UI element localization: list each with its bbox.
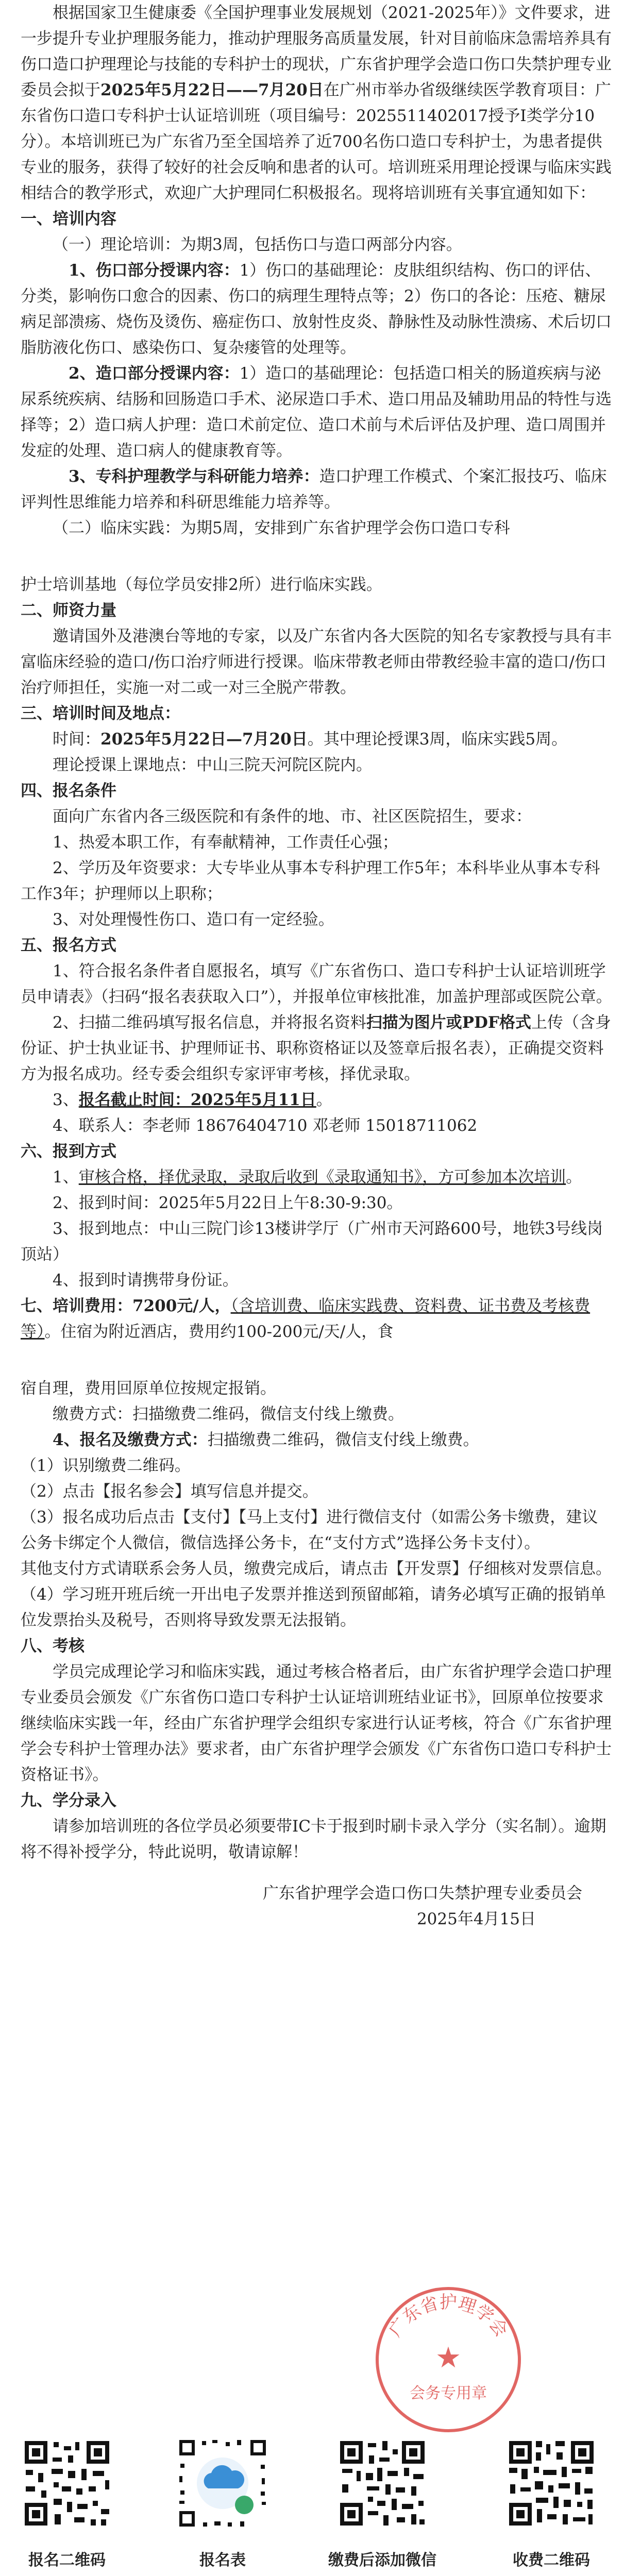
qr-wechat[interactable] [315,2437,449,2571]
clinical-practice-cont: 护士培训基地（每位学员安排2所）进行临床实践。 [21,575,382,594]
eligibility-item: 2、学历及年资要求：大专毕业从事本专科护理工作5年；本科毕业从事本专科工作3年；护理师以上职称； [21,859,600,903]
report-id: 4、报到时请携带身份证。 [53,1271,239,1290]
report-time: 2、报到时间：2025年5月22日上午8:30-9:30。 [53,1194,403,1212]
pay-step: （4）学习班开班后统一开出电子发票并推送到预留邮箱，请务必填写正确的报销单位发票抬头及税号，否则将导致发票无法报销。 [21,1585,606,1630]
seal-star: ★ [435,2341,462,2375]
intro-paragraph [21,0,613,206]
seal-text: 广东省护理学会 [384,2292,512,2341]
eligibility-item: 1、热爱本职工作，有奉献精神，工作责任心强； [53,833,398,852]
section-8-title: 八、考核 [21,1637,85,1655]
qr-register[interactable] [10,2437,124,2571]
qr-code-icon[interactable] [505,2437,598,2530]
qr-code-icon[interactable] [21,2437,113,2530]
pay-step: 其他支付方式请联系会务人员，缴费完成后，请点击【开发票】仔细核对发票信息。 [21,1560,612,1578]
contact-info: 4、联系人：李老师 18676404710 邓老师 15018711062 [53,1116,478,1135]
qr-caption: 缴费后添加微信 [328,2551,436,2569]
section-4-title: 四、报名条件 [21,782,116,800]
section-1-title: 一、培训内容 [21,210,116,228]
section-3-title: 三、培训时间及地点： [21,704,180,723]
cloud-app-icon[interactable] [176,2437,269,2530]
signature-date: 2025年4月15日 [416,1910,536,1928]
report-step-1: 1、审核合格，择优录取，录取后收到《录取通知书》，方可参加本次培训。 [53,1168,582,1187]
eligibility-item: 3、对处理慢性伤口、造口有一定经验。 [53,910,334,929]
qr-form[interactable] [166,2437,279,2571]
seal-subtext: 会务专用章 [410,2384,487,2402]
qr-caption: 报名二维码 [28,2551,106,2569]
pay-step: （3）报名成功后点击【支付】【马上支付】进行微信支付（如需公务卡缴费，建议公务卡绑定个人微信，微信选择公务卡，在“支付方式”选择公务卡支付）。 [21,1508,598,1552]
intro-text: 根据国家卫生健康委《全国护理事业发展规划（2021-2025年）》文件要求，进一步提升专业护理服务能力，推动护理服务高质量发展，针对目前临床急需培养具有伤口造口护理理论与技能的专科护士的现状，广东省护理学会造口伤口失禁护理专业委员会拟于 [21,4,612,99]
clinical-practice: （二）临床实践：为期5周，安排到广东省护理学会伤口造口专科 [53,519,510,537]
intro-dates: 2025年5月22日——7月20日 [100,81,324,99]
assessment-text: 学员完成理论学习和临床实践，通过考核合格者后，由广东省护理学会造口护理专业委员会颁发《广东省伤口造口专科护士认证培训班结业证书》，回原单位按要求继续临床实践一年，经由广东省护理学会组织专家进行认证考核，符合《广东省护理学会专科护士管理办法》要求者，由广东省护理学会颁发《广东省伤口造口专科护士资格证书》。 [21,1663,612,1784]
qr-payment[interactable] [495,2437,608,2571]
credit-text: 请参加培训班的各位学员必须要带IC卡于报到时刷卡录入学分（实名制）。逾期将不得补授学分，特此说明，敬请谅解！ [21,1817,606,1861]
qr-code-row [0,2437,624,2576]
apply-deadline: 3、报名截止时间：2025年5月11日。 [53,1091,332,1109]
faculty-text: 邀请国外及港澳台等地的专家，以及广东省内各大医院的知名专家教授与具有丰富临床经验的造口/伤口治疗师进行授课。临床带教老师由带教经验丰富的造口/伤口治疗师担任，实施一对二或一对三全脱产带教。 [21,627,612,697]
official-seal [371,2282,526,2437]
qr-caption: 收费二维码 [513,2551,590,2569]
wound-content: 1、伤口部分授课内容：1）伤口的基础理论：皮肤组织结构、伤口的评估、分类，影响伤口愈合的因素、伤口的病理生理特点等；2）伤口的各论：压疮、糖尿病足部溃疡、烧伤及烫伤、癌症伤口、放射性皮炎、静脉性及动脉性溃疡、术后切口脂肪液化伤口、感染伤口、复杂瘘管的处理等。 [21,261,612,357]
apply-step-2: 2、扫描二维码填写报名信息，并将报名资料扫描为图片或PDF格式上传（含身份证、护士执业证书、护理师证书、职称资格证以及签章后报名表），正确提交资料方为报名成功。经专委会组织专家评审考核，择优录取。 [21,1013,611,1083]
signature-org: 广东省护理学会造口伤口失禁护理专业委员会 [263,1884,582,1903]
theory-training: （一）理论培训：为期3周，包括伤口与造口两部分内容。 [53,235,462,254]
report-place: 3、报到地点：中山三院门诊13楼讲学厅（广州市天河路600号，地铁3号线岗顶站） [21,1219,603,1264]
research-content: 3、专科护理教学与科研能力培养：造口护理工作模式、个案汇报技巧、临床评判性思维能力培养和科研思维能力培养等。 [21,467,607,512]
intro-text-2: 在广州市举办省级继续医学教育项目：广东省伤口造口专科护士认证培训班（项目编号：2025511402017授予I类学分10分）。本培训班已为广东省乃至全国培养了近700名伤口造口专科护士，为患者提供专业的服务，获得了较好的社会反响和患者的认可。培训班采用理论授课与临床实践相结合的教学形式，欢迎广大护理同仁积极报名。现将培训班有关事宜通知如下： [21,81,612,202]
ostomy-content: 2、造口部分授课内容：1）造口的基础理论：包括造口相关的肠道疾病与泌尿系统疾病、结肠和回肠造口手术、泌尿造口手术、造口用品及辅助用品的特性与选择等；2）造口病人护理：造口术前定位、造口术前与术后评估及护理、造口周围并发症的处理、造口病人的健康教育等。 [21,364,612,460]
qr-code-icon[interactable] [336,2437,429,2530]
section-5-title: 五、报名方式 [21,936,116,955]
apply-pay-method: 4、报名及缴费方式：扫描缴费二维码，微信支付线上缴费。 [53,1431,479,1449]
payment-method: 缴费方式：扫描缴费二维码，微信支付线上缴费。 [53,1405,404,1423]
qr-caption: 报名表 [199,2551,246,2569]
section-6-title: 六、报到方式 [21,1142,116,1161]
fee-cont: 宿自理，费用回原单位按规定报销。 [21,1379,276,1398]
training-place: 理论授课上课地点：中山三院天河院区院内。 [53,756,372,774]
section-2-title: 二、师资力量 [21,601,116,620]
pay-step: （1）识别缴费二维码。 [21,1456,191,1475]
eligibility-text: 面向广东省内各三级医院和有条件的地、市、社区医院招生，要求： [53,807,532,826]
notice-document [21,0,613,1932]
section-7-title: 七、培训费用：7200元/人，（含培训费、临床实践费、资料费、证书费及考核费等）。住宿为附近酒店，费用约100-200元/天/人，食 [21,1297,591,1341]
svg-text:广东省护理学会 [385,2292,512,2341]
training-time: 时间：2025年5月22日—7月20日。其中理论授课3周，临床实践5周。 [53,730,568,749]
pay-step: （2）点击【报名参会】填写信息并提交。 [21,1482,318,1501]
apply-step-1: 1、符合报名条件者自愿报名，填写《广东省伤口、造口专科护士认证培训班学员申请表》（扫码“报名表获取入口”），并报单位审核批准，加盖护理部或医院公章。 [21,962,612,1006]
section-9-title: 九、学分录入 [21,1791,116,1810]
